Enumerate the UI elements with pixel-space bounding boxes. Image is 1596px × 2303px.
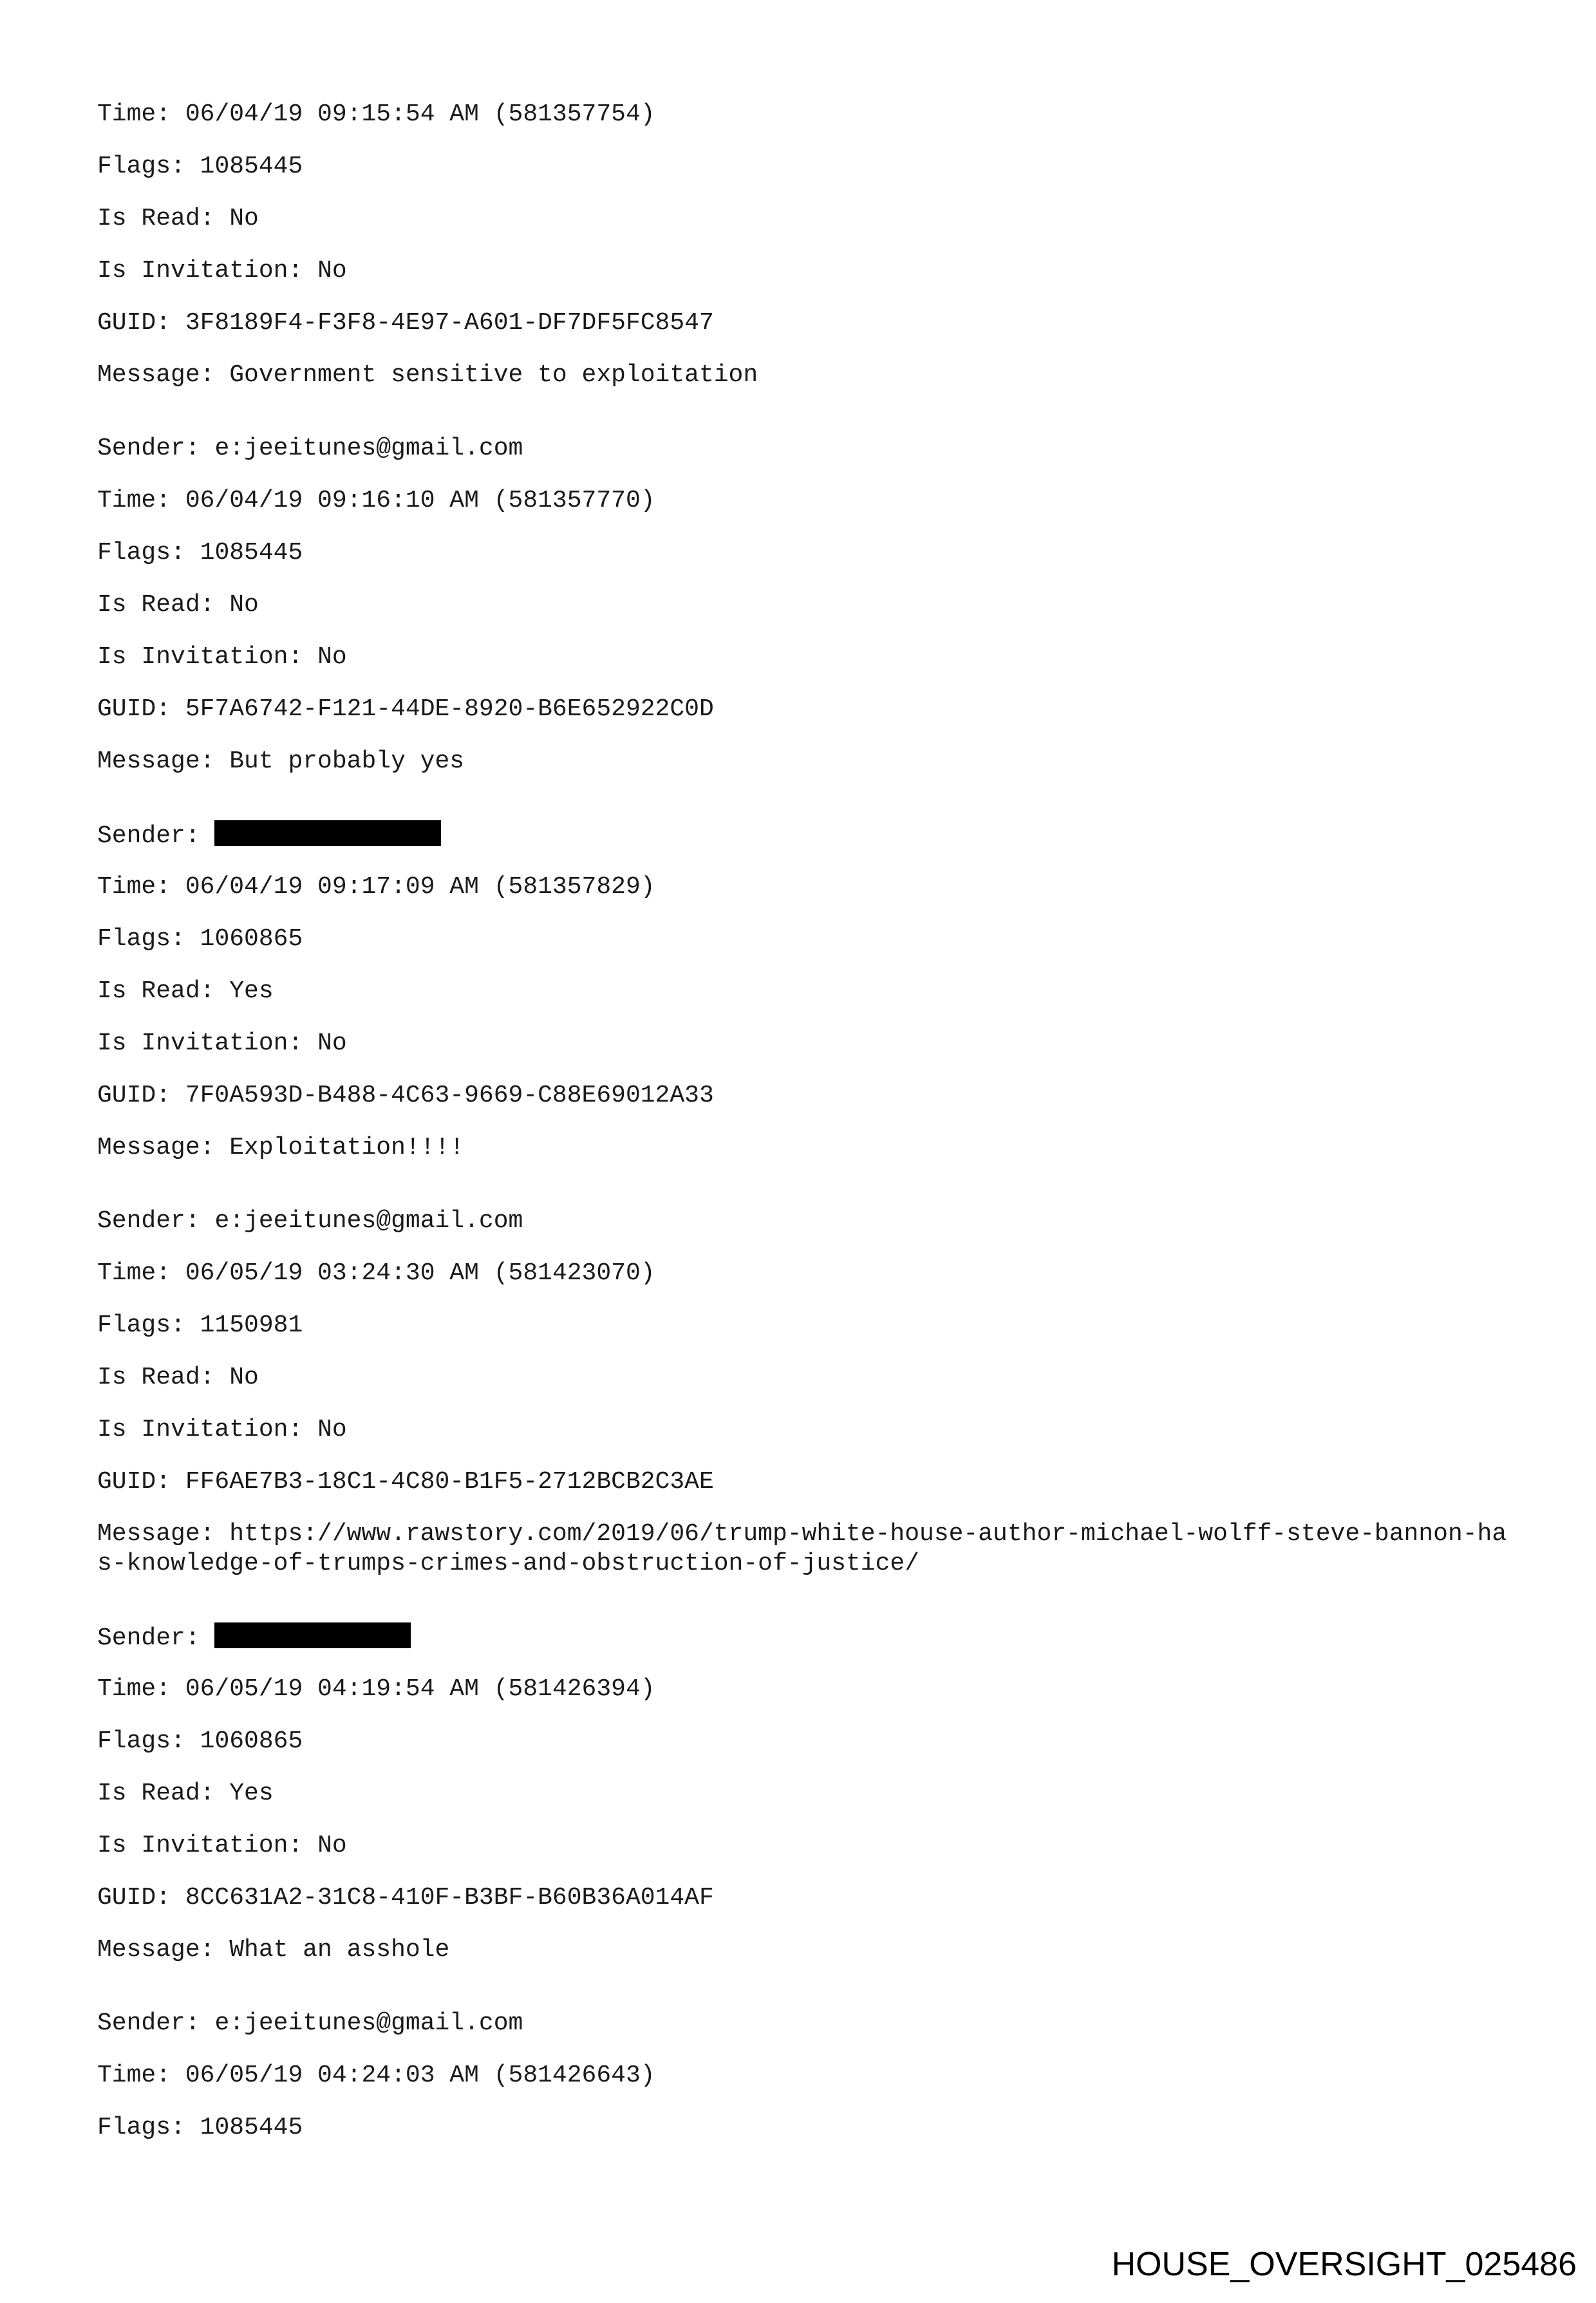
message-line (97, 747, 1514, 776)
flags-label: Flags: (97, 1311, 200, 1339)
message-value: Government sensitive to exploitation (229, 361, 758, 389)
is-invitation-value: No (317, 1029, 347, 1057)
guid-label: GUID: (97, 309, 185, 337)
record-separator (97, 1601, 1514, 1622)
guid-label: GUID: (97, 1884, 185, 1912)
flags-value: 1060865 (200, 925, 303, 953)
guid-label: GUID: (97, 1082, 185, 1109)
is-read-value: No (229, 205, 259, 232)
time-line (97, 100, 1514, 129)
is-read-label: Is Read: (97, 205, 230, 232)
guid-line (97, 695, 1514, 724)
guid-value: FF6AE7B3-18C1-4C80-B1F5-2712BCB2C3AE (185, 1468, 714, 1496)
time-value: 06/04/19 09:16:10 AM (581357770) (185, 487, 655, 514)
flags-label: Flags: (97, 153, 200, 180)
message-label: Message: (97, 361, 230, 389)
message-line (97, 1519, 1514, 1579)
is-read-value: Yes (229, 1780, 274, 1807)
message-link: https://www.rawstory.com/2019/06/trump-white-house-author-michael-wolff-steve-bannon-has-knowledge-of-trumps-crimes-and-obstruction-of-justice/ (97, 1520, 1507, 1577)
time-label: Time: (97, 487, 185, 514)
time-line (97, 1259, 1514, 1288)
redaction-box (214, 1622, 411, 1648)
message-line (97, 361, 1514, 390)
is-read-value: Yes (229, 977, 274, 1005)
guid-line (97, 1883, 1514, 1913)
flags-line (97, 925, 1514, 954)
sender-line (97, 1622, 1514, 1652)
guid-label: GUID: (97, 1468, 185, 1496)
flags-value: 1085445 (200, 539, 303, 567)
sender-value: e:jeeitunes@gmail.com (214, 2009, 523, 2037)
is-read-line (97, 1363, 1514, 1393)
time-line (97, 1675, 1514, 1704)
message-log (97, 100, 1514, 2165)
is-read-label: Is Read: (97, 1364, 230, 1391)
sender-label: Sender: (97, 435, 215, 462)
record-separator (97, 1185, 1514, 1207)
guid-line (97, 1467, 1514, 1497)
flags-value: 1060865 (200, 1727, 303, 1755)
is-read-label: Is Read: (97, 1780, 230, 1807)
is-read-label: Is Read: (97, 977, 230, 1005)
is-invitation-line (97, 1029, 1514, 1058)
flags-value: 1085445 (200, 153, 303, 180)
is-invitation-line (97, 643, 1514, 672)
time-line (97, 486, 1514, 516)
is-invitation-label: Is Invitation: (97, 643, 318, 671)
sender-label: Sender: (97, 1207, 215, 1235)
guid-value: 8CC631A2-31C8-410F-B3BF-B60B36A014AF (185, 1884, 714, 1912)
flags-label: Flags: (97, 539, 200, 567)
flags-line (97, 1311, 1514, 1340)
time-value: 06/04/19 09:15:54 AM (581357754) (185, 100, 655, 128)
flags-line (97, 1727, 1514, 1756)
message-value: But probably yes (229, 747, 465, 775)
flags-value: 1085445 (200, 2114, 303, 2141)
sender-label: Sender: (97, 2009, 215, 2037)
is-invitation-label: Is Invitation: (97, 1832, 318, 1859)
is-read-line (97, 977, 1514, 1006)
is-read-line (97, 204, 1514, 234)
sender-value: e:jeeitunes@gmail.com (214, 1207, 523, 1235)
flags-line (97, 152, 1514, 182)
time-label: Time: (97, 100, 185, 128)
guid-value: 7F0A593D-B488-4C63-9669-C88E69012A33 (185, 1082, 714, 1109)
bates-number: HOUSE_OVERSIGHT_025486 (1111, 2246, 1577, 2283)
time-value: 06/05/19 04:19:54 AM (581426394) (185, 1675, 655, 1703)
message-label: Message: (97, 1936, 230, 1964)
message-label: Message: (97, 1520, 230, 1548)
time-label: Time: (97, 1259, 185, 1287)
sender-label: Sender: (97, 822, 215, 850)
message-value: Exploitation!!!! (229, 1134, 465, 1161)
guid-value: 5F7A6742-F121-44DE-8920-B6E652922C0D (185, 695, 714, 723)
time-label: Time: (97, 873, 185, 901)
is-invitation-line (97, 256, 1514, 286)
guid-label: GUID: (97, 695, 185, 723)
record-separator (97, 1988, 1514, 2009)
is-read-value: No (229, 1364, 259, 1391)
time-value: 06/04/19 09:17:09 AM (581357829) (185, 873, 655, 901)
flags-label: Flags: (97, 2114, 200, 2141)
flags-line (97, 538, 1514, 568)
flags-label: Flags: (97, 925, 200, 953)
sender-line (97, 2009, 1514, 2038)
record-separator (97, 799, 1514, 820)
message-label: Message: (97, 1134, 230, 1161)
is-invitation-value: No (317, 257, 347, 285)
time-line (97, 872, 1514, 902)
redaction-box (214, 820, 441, 846)
message-value: What an asshole (229, 1936, 450, 1964)
message-line (97, 1133, 1514, 1163)
is-read-line (97, 1779, 1514, 1809)
guid-line (97, 308, 1514, 338)
is-read-line (97, 590, 1514, 620)
time-label: Time: (97, 1675, 185, 1703)
is-invitation-value: No (317, 1832, 347, 1859)
is-invitation-line (97, 1415, 1514, 1445)
time-value: 06/05/19 04:24:03 AM (581426643) (185, 2062, 655, 2089)
is-invitation-value: No (317, 643, 347, 671)
is-invitation-label: Is Invitation: (97, 1029, 318, 1057)
sender-line (97, 820, 1514, 850)
message-line (97, 1935, 1514, 1965)
time-value: 06/05/19 03:24:30 AM (581423070) (185, 1259, 655, 1287)
time-label: Time: (97, 2062, 185, 2089)
sender-label: Sender: (97, 1624, 215, 1652)
guid-line (97, 1081, 1514, 1111)
sender-line (97, 1207, 1514, 1236)
message-label: Message: (97, 747, 230, 775)
is-invitation-value: No (317, 1416, 347, 1443)
flags-line (97, 2113, 1514, 2143)
is-read-label: Is Read: (97, 591, 230, 619)
is-read-value: No (229, 591, 259, 619)
guid-value: 3F8189F4-F3F8-4E97-A601-DF7DF5FC8547 (185, 309, 714, 337)
sender-value: e:jeeitunes@gmail.com (214, 435, 523, 462)
is-invitation-label: Is Invitation: (97, 257, 318, 285)
flags-label: Flags: (97, 1727, 200, 1755)
time-line (97, 2061, 1514, 2091)
flags-value: 1150981 (200, 1311, 303, 1339)
record-separator (97, 413, 1514, 434)
is-invitation-line (97, 1831, 1514, 1861)
is-invitation-label: Is Invitation: (97, 1416, 318, 1443)
sender-line (97, 434, 1514, 464)
